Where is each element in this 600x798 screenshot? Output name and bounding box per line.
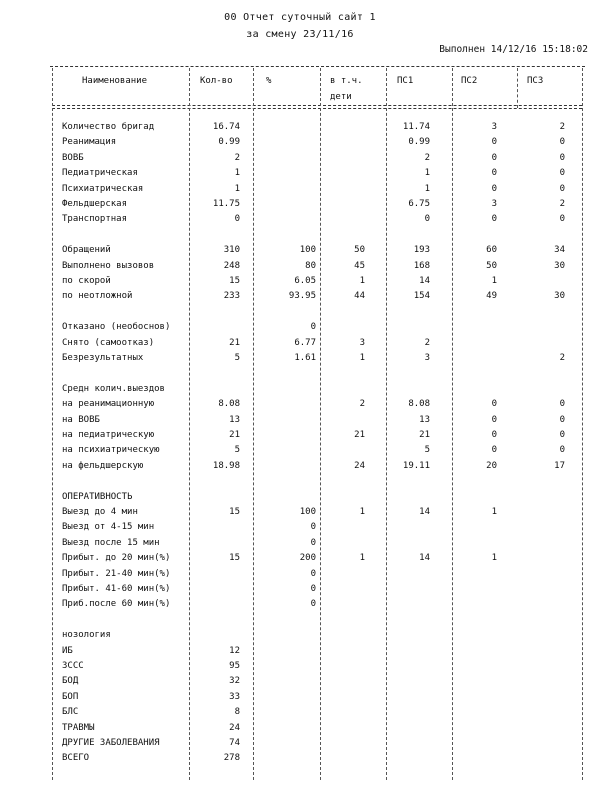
cell-pct: 0 <box>310 568 316 579</box>
cell-name: ТРАВМЫ <box>62 722 95 733</box>
table-row <box>0 675 600 687</box>
table-row <box>0 414 600 426</box>
table-row <box>0 121 600 133</box>
cell-ps1: 0 <box>424 214 430 225</box>
cell-ps2: 1 <box>491 553 497 564</box>
cell-ps2: 1 <box>491 276 497 286</box>
cell-kids: 45 <box>354 260 365 271</box>
table-row <box>0 737 600 749</box>
cell-name: Реанимация <box>62 137 117 148</box>
cell-ps2: 0 <box>491 430 497 440</box>
table-row <box>0 198 600 210</box>
table-row <box>0 537 600 549</box>
cell-ps3: 30 <box>554 291 565 302</box>
cell-kids: 1 <box>359 553 365 564</box>
cell-qty: 12 <box>229 645 240 656</box>
cell-ps2: 0 <box>491 399 497 410</box>
cell-ps1: 154 <box>413 291 430 302</box>
cell-pct: 100 <box>299 507 316 517</box>
cell-qty: 233 <box>223 291 240 302</box>
cell-kids: 44 <box>354 291 365 302</box>
col-header-ps3: ПС3 <box>527 76 544 86</box>
table-row <box>0 398 600 410</box>
cell-qty: 74 <box>229 738 240 748</box>
cell-qty: 278 <box>223 753 240 764</box>
cell-ps1: 0.99 <box>408 137 430 148</box>
report-title: 00 Отчет суточный сайт 1 <box>224 12 376 23</box>
cell-pct: 0 <box>310 584 316 594</box>
cell-name: ЗССС <box>62 661 84 671</box>
table-row <box>0 598 600 610</box>
col-header-pct: % <box>266 76 272 86</box>
cell-ps2: 49 <box>486 291 497 302</box>
table-row <box>0 614 600 626</box>
cell-ps1: 1 <box>424 168 430 179</box>
cell-ps1: 21 <box>419 430 430 440</box>
cell-name: Выезд после 15 мин <box>62 537 160 548</box>
cell-qty: 5 <box>234 353 240 363</box>
table-row <box>0 337 600 349</box>
cell-ps1: 14 <box>419 553 430 564</box>
cell-pct: 93.95 <box>288 291 316 302</box>
cell-qty: 95 <box>229 661 240 671</box>
table-row <box>0 645 600 657</box>
cell-qty: 15 <box>229 276 240 286</box>
col-header-qty: Кол-во <box>200 76 233 86</box>
table-row <box>0 352 600 364</box>
cell-pct: 6.05 <box>294 276 316 286</box>
cell-name: на психиатрическую <box>62 445 160 456</box>
table-top-border <box>50 66 585 67</box>
col-header-kids: в т.ч. <box>330 76 363 86</box>
cell-qty: 15 <box>229 507 240 517</box>
cell-name: на фельдшерскую <box>62 460 144 471</box>
cell-ps1: 2 <box>424 337 430 348</box>
table-row <box>0 244 600 256</box>
cell-name: на педиатрическую <box>62 430 155 440</box>
cell-ps3: 17 <box>554 460 565 471</box>
table-row <box>0 460 600 472</box>
cell-kids: 1 <box>359 276 365 286</box>
header-separator <box>52 105 582 109</box>
cell-ps3: 0 <box>559 137 565 148</box>
cell-kids: 1 <box>359 507 365 517</box>
table-row <box>0 583 600 595</box>
cell-ps2: 50 <box>486 260 497 271</box>
cell-pct: 100 <box>299 245 316 256</box>
cell-name: ДРУГИЕ ЗАБОЛЕВАНИЯ <box>62 738 160 748</box>
table-row <box>0 321 600 333</box>
cell-name: Отказано (необоснов) <box>62 322 171 333</box>
cell-name: Фельдшерская <box>62 199 128 209</box>
table-row <box>0 491 600 503</box>
cell-kids: 21 <box>354 430 365 440</box>
cell-kids: 24 <box>354 460 365 471</box>
table-row <box>0 152 600 164</box>
cell-qty: 1 <box>234 168 240 179</box>
cell-ps3: 0 <box>559 183 565 194</box>
cell-ps2: 0 <box>491 152 497 163</box>
cell-name: Прибыт. 41-60 мин(%) <box>62 584 171 594</box>
table-row <box>0 383 600 395</box>
cell-name: Психиатрическая <box>62 183 144 194</box>
table-row <box>0 429 600 441</box>
cell-qty: 21 <box>229 337 240 348</box>
cell-ps3: 0 <box>559 430 565 440</box>
cell-kids: 50 <box>354 245 365 256</box>
cell-pct: 0 <box>310 322 316 333</box>
cell-pct: 1.61 <box>294 353 316 363</box>
cell-qty: 16.74 <box>212 122 240 132</box>
cell-qty: 2 <box>234 152 240 163</box>
table-row <box>0 691 600 703</box>
table-row <box>0 367 600 379</box>
cell-qty: 310 <box>223 245 240 256</box>
cell-ps2: 0 <box>491 414 497 425</box>
cell-pct: 0 <box>310 537 316 548</box>
cell-ps2: 0 <box>491 214 497 225</box>
cell-ps2: 0 <box>491 137 497 148</box>
cell-kids: 2 <box>359 399 365 410</box>
cell-pct: 80 <box>305 260 316 271</box>
cell-name: Количество бригад <box>62 122 155 132</box>
cell-ps2: 0 <box>491 183 497 194</box>
cell-name: по скорой <box>62 276 111 286</box>
cell-ps3: 0 <box>559 414 565 425</box>
cell-name: ОПЕРАТИВНОСТЬ <box>62 491 133 502</box>
cell-ps2: 0 <box>491 168 497 179</box>
cell-pct: 6.77 <box>294 337 316 348</box>
cell-pct: 0 <box>310 599 316 610</box>
cell-ps1: 168 <box>413 260 430 271</box>
table-row <box>0 444 600 456</box>
cell-pct: 200 <box>299 553 316 564</box>
cell-kids: 1 <box>359 353 365 363</box>
cell-qty: 0 <box>234 214 240 225</box>
report-shift: за смену 23/11/16 <box>246 29 354 40</box>
cell-name: Выполнено вызовов <box>62 260 155 271</box>
cell-qty: 5 <box>234 445 240 456</box>
cell-name: БОД <box>62 676 79 687</box>
cell-qty: 8 <box>234 707 240 718</box>
table-row <box>0 660 600 672</box>
cell-pct: 0 <box>310 522 316 533</box>
cell-ps3: 34 <box>554 245 565 256</box>
cell-qty: 1 <box>234 183 240 194</box>
cell-name: Обращений <box>62 245 111 256</box>
cell-name: ВОВБ <box>62 152 84 163</box>
table-row <box>0 260 600 272</box>
cell-ps3: 2 <box>559 122 565 132</box>
table-row <box>0 706 600 718</box>
table-row <box>0 167 600 179</box>
cell-name: Приб.после 60 мин(%) <box>62 599 171 610</box>
cell-name: Снято (самоотказ) <box>62 337 155 348</box>
cell-ps1: 8.08 <box>408 399 430 410</box>
cell-qty: 11.75 <box>212 199 240 209</box>
cell-ps1: 6.75 <box>408 199 430 209</box>
table-row <box>0 552 600 564</box>
cell-name: ИБ <box>62 645 73 656</box>
cell-name: на ВОВБ <box>62 414 100 425</box>
cell-ps2: 60 <box>486 245 497 256</box>
cell-ps2: 0 <box>491 445 497 456</box>
cell-name: Прибыт. 21-40 мин(%) <box>62 568 171 579</box>
col-header-ps2: ПС2 <box>461 76 478 86</box>
cell-ps3: 0 <box>559 399 565 410</box>
cell-ps2: 3 <box>491 199 497 209</box>
table-row <box>0 213 600 225</box>
cell-qty: 0.99 <box>218 137 240 148</box>
cell-name: БОП <box>62 691 79 702</box>
cell-ps1: 1 <box>424 183 430 194</box>
table-row <box>0 752 600 764</box>
cell-ps3: 2 <box>559 199 565 209</box>
cell-qty: 8.08 <box>218 399 240 410</box>
table-row <box>0 306 600 318</box>
cell-qty: 13 <box>229 414 240 425</box>
table-row <box>0 290 600 302</box>
cell-ps3: 0 <box>559 214 565 225</box>
cell-name: Педиатрическая <box>62 168 138 179</box>
table-row <box>0 568 600 580</box>
cell-qty: 24 <box>229 722 240 733</box>
table-row <box>0 183 600 195</box>
cell-ps1: 2 <box>424 152 430 163</box>
cell-name: на реанимационную <box>62 399 155 410</box>
cell-qty: 21 <box>229 430 240 440</box>
table-row <box>0 506 600 518</box>
table-row <box>0 275 600 287</box>
cell-qty: 33 <box>229 691 240 702</box>
cell-name: БЛС <box>62 707 79 718</box>
cell-ps1: 14 <box>419 276 430 286</box>
cell-ps1: 11.74 <box>402 122 430 132</box>
column-divider <box>517 68 518 108</box>
cell-name: нозология <box>62 630 111 641</box>
cell-name: ВСЕГО <box>62 753 90 764</box>
cell-qty: 32 <box>229 676 240 687</box>
cell-ps1: 19.11 <box>402 460 430 471</box>
cell-name: по неотложной <box>62 291 133 302</box>
table-row <box>0 229 600 241</box>
table-row <box>0 521 600 533</box>
cell-name: Транспортная <box>62 214 128 225</box>
cell-ps1: 5 <box>424 445 430 456</box>
cell-name: Безрезультатных <box>62 353 144 363</box>
cell-ps2: 20 <box>486 460 497 471</box>
cell-qty: 15 <box>229 553 240 564</box>
cell-ps3: 2 <box>559 353 565 363</box>
cell-qty: 18.98 <box>212 460 240 471</box>
table-row <box>0 136 600 148</box>
cell-name: Выезд до 4 мин <box>62 507 138 517</box>
col-header-kids-2: дети <box>330 92 352 102</box>
report-completed-timestamp: Выполнен 14/12/16 15:18:02 <box>439 44 588 55</box>
cell-qty: 248 <box>223 260 240 271</box>
table-row <box>0 629 600 641</box>
col-header-name: Наименование <box>82 76 148 86</box>
cell-ps1: 3 <box>424 353 430 363</box>
cell-kids: 3 <box>359 337 365 348</box>
table-row <box>0 475 600 487</box>
table-row <box>0 722 600 734</box>
cell-ps3: 0 <box>559 445 565 456</box>
cell-ps3: 30 <box>554 260 565 271</box>
cell-ps2: 3 <box>491 122 497 132</box>
cell-ps1: 14 <box>419 507 430 517</box>
cell-ps2: 1 <box>491 507 497 517</box>
col-header-ps1: ПС1 <box>397 76 414 86</box>
cell-name: Средн колич.выездов <box>62 383 165 394</box>
cell-name: Прибыт. до 20 мин(%) <box>62 553 171 564</box>
cell-ps3: 0 <box>559 152 565 163</box>
cell-ps3: 0 <box>559 168 565 179</box>
cell-ps1: 13 <box>419 414 430 425</box>
cell-name: Выезд от 4-15 мин <box>62 522 155 533</box>
cell-ps1: 193 <box>413 245 430 256</box>
